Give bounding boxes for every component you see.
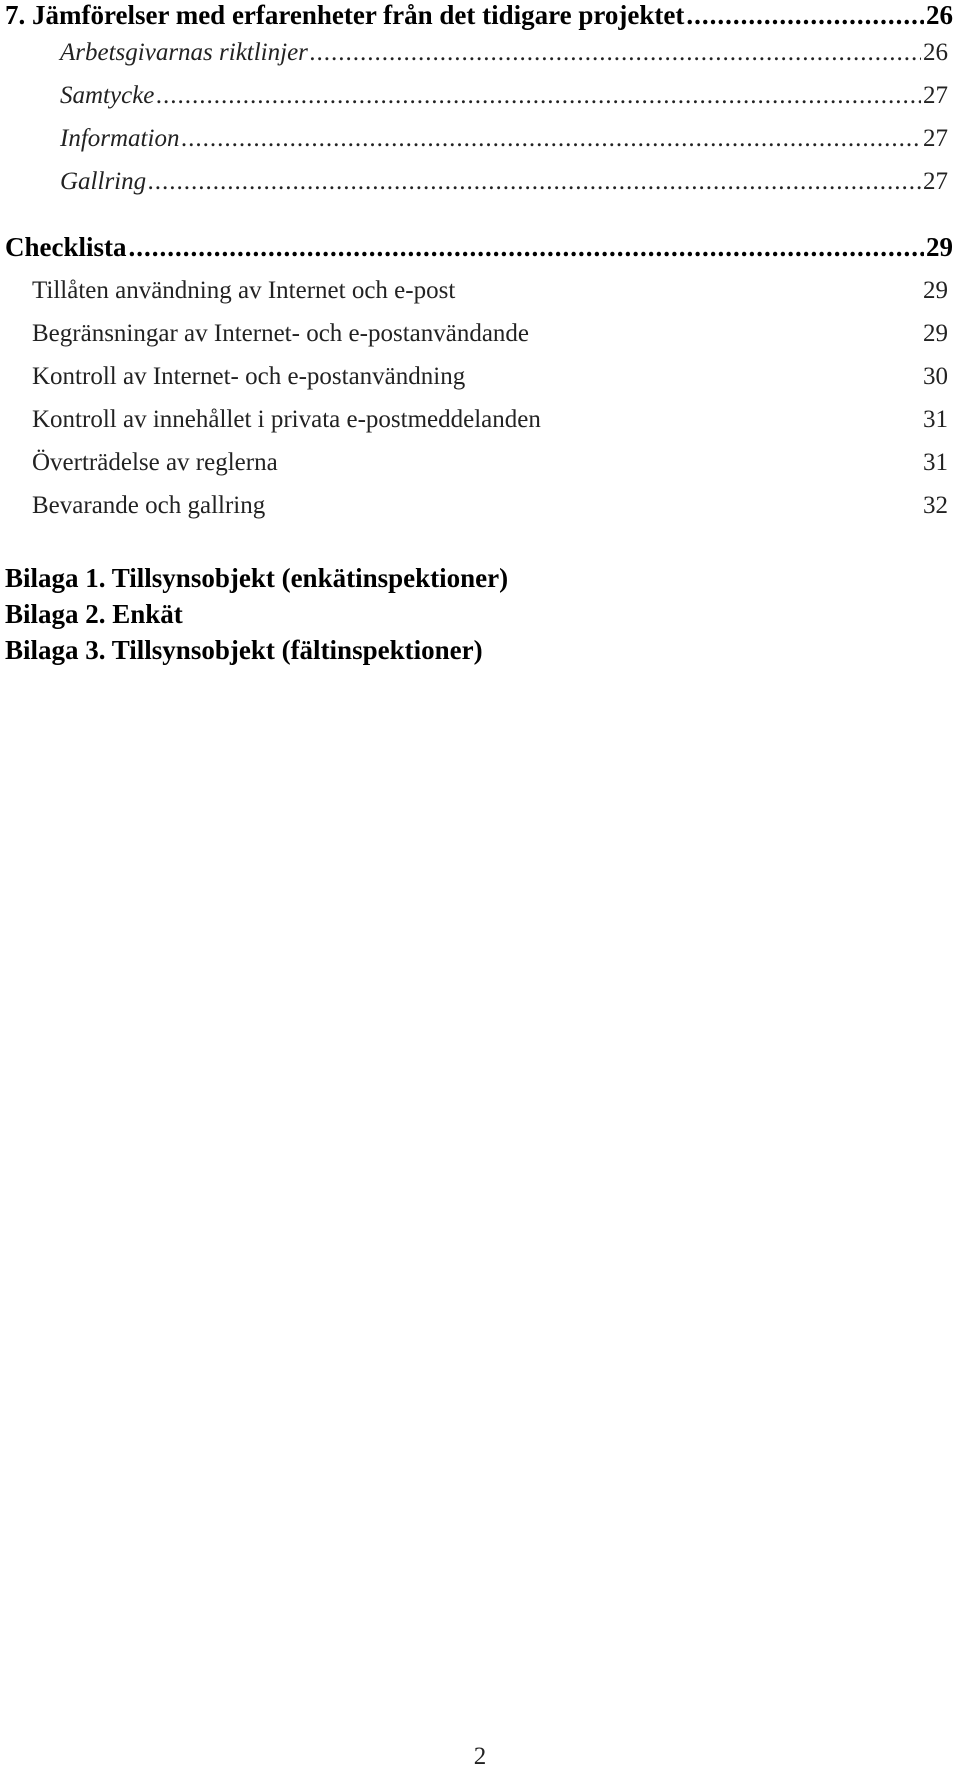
toc-entry-title: Bevarande och gallring <box>32 492 266 519</box>
toc-entry-title: Samtycke <box>60 82 155 109</box>
toc-subentry[interactable] <box>0 39 948 67</box>
toc-entry-title: Kontroll av innehållet i privata e-postmeddelanden <box>32 406 541 433</box>
toc-entry-page: 27 <box>923 125 948 152</box>
toc-entry-title: 7. Jämförelser med erfarenheter från det tidigare projektet <box>5 0 685 30</box>
toc-entry-title: Gallring <box>60 168 147 195</box>
toc-annex-3[interactable]: Bilaga 3. Tillsynsobjekt (fältinspektioner) <box>5 635 483 665</box>
toc-leader-dots <box>181 125 921 153</box>
toc-subentry[interactable] <box>0 492 948 520</box>
toc-subentry[interactable] <box>0 406 948 434</box>
toc-entry-page: 27 <box>923 168 948 195</box>
toc-leader-dots <box>310 39 921 67</box>
toc-entry-title: Överträdelse av reglerna <box>32 449 278 476</box>
toc-entry-page: 29 <box>923 277 948 304</box>
toc-entry-title: Begränsningar av Internet- och e-postanvändande <box>32 320 530 347</box>
toc-subentry[interactable] <box>0 125 948 153</box>
toc-entry-title: Checklista <box>5 232 127 262</box>
toc-entry-page: 31 <box>923 449 948 476</box>
toc-entry-title: Tillåten användning av Internet och e-post <box>32 277 456 304</box>
toc-entry-page: 29 <box>926 232 953 262</box>
toc-subentry[interactable] <box>0 449 948 477</box>
toc-annex-2[interactable]: Bilaga 2. Enkät <box>5 599 183 629</box>
toc-entry-title: Arbetsgivarnas riktlinjer <box>60 39 308 66</box>
toc-entry-page: 27 <box>923 82 948 109</box>
toc-subentry[interactable] <box>0 82 948 110</box>
toc-subentry[interactable] <box>0 168 948 196</box>
toc-leader-dots <box>129 232 925 263</box>
toc-leader-dots <box>148 168 921 196</box>
toc-entry-page: 32 <box>923 492 948 519</box>
toc-subentry[interactable] <box>0 277 948 305</box>
toc-subentry[interactable] <box>0 320 948 348</box>
toc-leader-dots <box>686 0 924 31</box>
page-number: 2 <box>473 1743 487 1770</box>
toc-entry-page: 30 <box>923 363 948 390</box>
toc-leader-dots <box>156 82 921 110</box>
toc-subentry[interactable] <box>0 363 948 391</box>
toc-entry-section-7[interactable] <box>0 0 953 31</box>
toc-annex-1[interactable]: Bilaga 1. Tillsynsobjekt (enkätinspektioner) <box>5 563 509 593</box>
toc-entry-page: 31 <box>923 406 948 433</box>
toc-entry-checklist[interactable] <box>0 232 953 263</box>
toc-entry-page: 26 <box>923 39 948 66</box>
toc-entry-title: Kontroll av Internet- och e-postanvändning <box>32 363 466 390</box>
toc-entry-page: 26 <box>926 0 953 30</box>
toc-entry-page: 29 <box>923 320 948 347</box>
toc-entry-title: Information <box>60 125 180 152</box>
